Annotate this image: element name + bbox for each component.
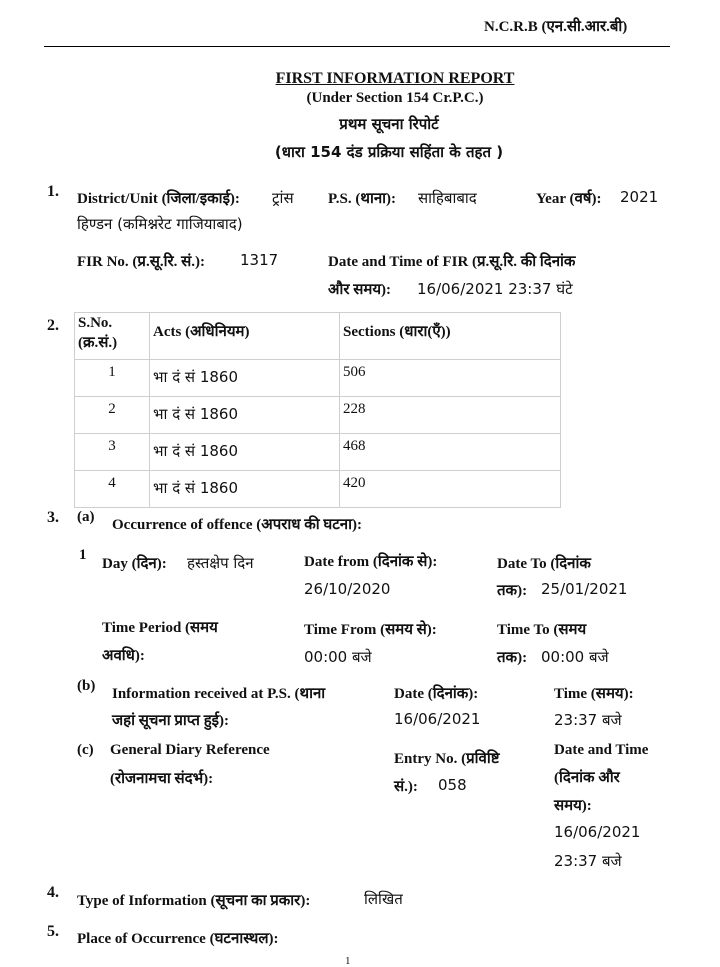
entry-no-label-line1: Entry No. (प्रविष्टि xyxy=(394,751,500,767)
time-period-label-line2: अवधि): xyxy=(102,648,145,664)
type-of-information-label: Type of Information (सूचना का प्रकार): xyxy=(77,893,311,909)
entry-no-value: 058 xyxy=(438,776,467,794)
date-from-value: 26/10/2020 xyxy=(304,580,391,598)
row-act: भा दं सं 1860 xyxy=(150,434,340,471)
report-subtitle: (Under Section 154 Cr.P.C.) xyxy=(306,90,484,106)
header-divider xyxy=(44,46,670,47)
report-title-hindi: प्रथम सूचना रिपोर्ट xyxy=(339,115,439,133)
fir-datetime-label-line2: और समय): xyxy=(328,282,392,298)
type-of-information-value: लिखित xyxy=(364,890,403,908)
date-to-label-line2: तक): xyxy=(497,583,528,599)
table-row xyxy=(75,360,561,397)
time-from-label: Time From (समय से): xyxy=(304,622,437,638)
fir-label: FIR No. (प्र.सू.रि. सं.): xyxy=(77,254,205,270)
table-row xyxy=(75,397,561,434)
info-received-label-line2: जहां सूचना प्राप्त हुई): xyxy=(112,713,230,729)
report-title: FIRST INFORMATION REPORT xyxy=(275,70,515,87)
info-time-value: 23:37 बजे xyxy=(554,711,622,729)
row-act: भा दं सं 1860 xyxy=(150,360,340,397)
info-time-label: Time (समय): xyxy=(554,686,634,702)
gd-datetime-label-line2: (दिनांक और xyxy=(554,770,620,786)
date-from-label: Date from (दिनांक से): xyxy=(304,554,438,570)
acts-sections-table xyxy=(74,312,561,508)
sno-header-en: S.No. xyxy=(78,315,113,331)
info-date-label: Date (दिनांक): xyxy=(394,686,479,702)
general-diary-label-line1: General Diary Reference xyxy=(110,742,270,758)
report-subtitle-hindi: (धारा 154 दंड प्रक्रिया सहिंता के तहत ) xyxy=(274,143,504,161)
occurrence-label: Occurrence of offence (अपराध की घटना): xyxy=(112,517,362,533)
ncrb-header: N.C.R.B (एन.सी.आर.बी) xyxy=(484,19,628,35)
fir-value: 1317 xyxy=(240,251,279,269)
section-4-number: 4. xyxy=(47,884,59,901)
table-row xyxy=(75,471,561,508)
gd-datetime-time: 23:37 बजे xyxy=(554,852,622,870)
place-of-occurrence-label: Place of Occurrence (घटनास्थल): xyxy=(77,931,279,947)
gd-datetime-label-line3: समय): xyxy=(554,798,592,814)
row-section: 506 xyxy=(340,360,561,397)
table-header-row xyxy=(75,313,561,360)
year-label: Year (वर्ष): xyxy=(536,191,602,207)
day-label: Day (दिन): xyxy=(102,556,167,572)
subsection-b-label: (b) xyxy=(77,678,96,694)
occurrence-item-number: 1 xyxy=(79,547,87,563)
info-received-label-line1: Information received at P.S. (थाना xyxy=(112,686,326,702)
district-label: District/Unit (जिला/इकाई): xyxy=(77,191,240,207)
section-3-number: 3. xyxy=(47,509,59,526)
date-to-value: 25/01/2021 xyxy=(541,580,628,598)
day-value: हस्तक्षेप दिन xyxy=(187,554,254,572)
sections-header: Sections (धारा(एँ)) xyxy=(340,313,561,360)
row-section: 420 xyxy=(340,471,561,508)
info-date-value: 16/06/2021 xyxy=(394,710,481,728)
time-to-label-line2: तक): xyxy=(497,650,528,666)
row-sno: 1 xyxy=(75,360,150,397)
entry-no-label-line2: सं.): xyxy=(394,779,418,795)
section-5-number: 5. xyxy=(47,923,59,940)
acts-header: Acts (अधिनियम) xyxy=(150,313,340,360)
fir-datetime-label-line1: Date and Time of FIR (प्र.सू.रि. की दिनांक xyxy=(328,254,576,270)
year-value: 2021 xyxy=(620,188,659,206)
general-diary-label-line2: (रोजनामचा संदर्भ): xyxy=(110,771,214,787)
ps-value: साहिबाबाद xyxy=(418,189,477,207)
row-sno: 3 xyxy=(75,434,150,471)
district-value-part1: ट्रांस xyxy=(272,189,294,207)
section-2-number: 2. xyxy=(47,317,59,334)
gd-datetime-label-line1: Date and Time xyxy=(554,742,649,758)
row-section: 468 xyxy=(340,434,561,471)
subsection-a-label: (a) xyxy=(77,509,95,525)
section-1-number: 1. xyxy=(47,183,59,200)
time-to-label-line1: Time To (समय xyxy=(497,622,587,638)
time-to-value: 00:00 बजे xyxy=(541,648,609,666)
time-from-value: 00:00 बजे xyxy=(304,648,372,666)
sno-header-hi: (क्र.सं.) xyxy=(78,335,118,351)
row-section: 228 xyxy=(340,397,561,434)
gd-datetime-date: 16/06/2021 xyxy=(554,823,641,841)
table-row xyxy=(75,434,561,471)
row-sno: 2 xyxy=(75,397,150,434)
row-act: भा दं सं 1860 xyxy=(150,471,340,508)
row-act: भा दं सं 1860 xyxy=(150,397,340,434)
date-to-label-line1: Date To (दिनांक xyxy=(497,556,591,572)
sno-header xyxy=(75,313,150,360)
page-number: 1 xyxy=(345,955,351,967)
ps-label: P.S. (थाना): xyxy=(328,191,397,207)
district-value-part2: हिण्डन (कमिश्नरेट गाजियाबाद) xyxy=(77,215,243,233)
time-period-label-line1: Time Period (समय xyxy=(102,620,218,636)
fir-datetime-value: 16/06/2021 23:37 घंटे xyxy=(417,280,573,298)
subsection-c-label: (c) xyxy=(77,742,94,758)
row-sno: 4 xyxy=(75,471,150,508)
